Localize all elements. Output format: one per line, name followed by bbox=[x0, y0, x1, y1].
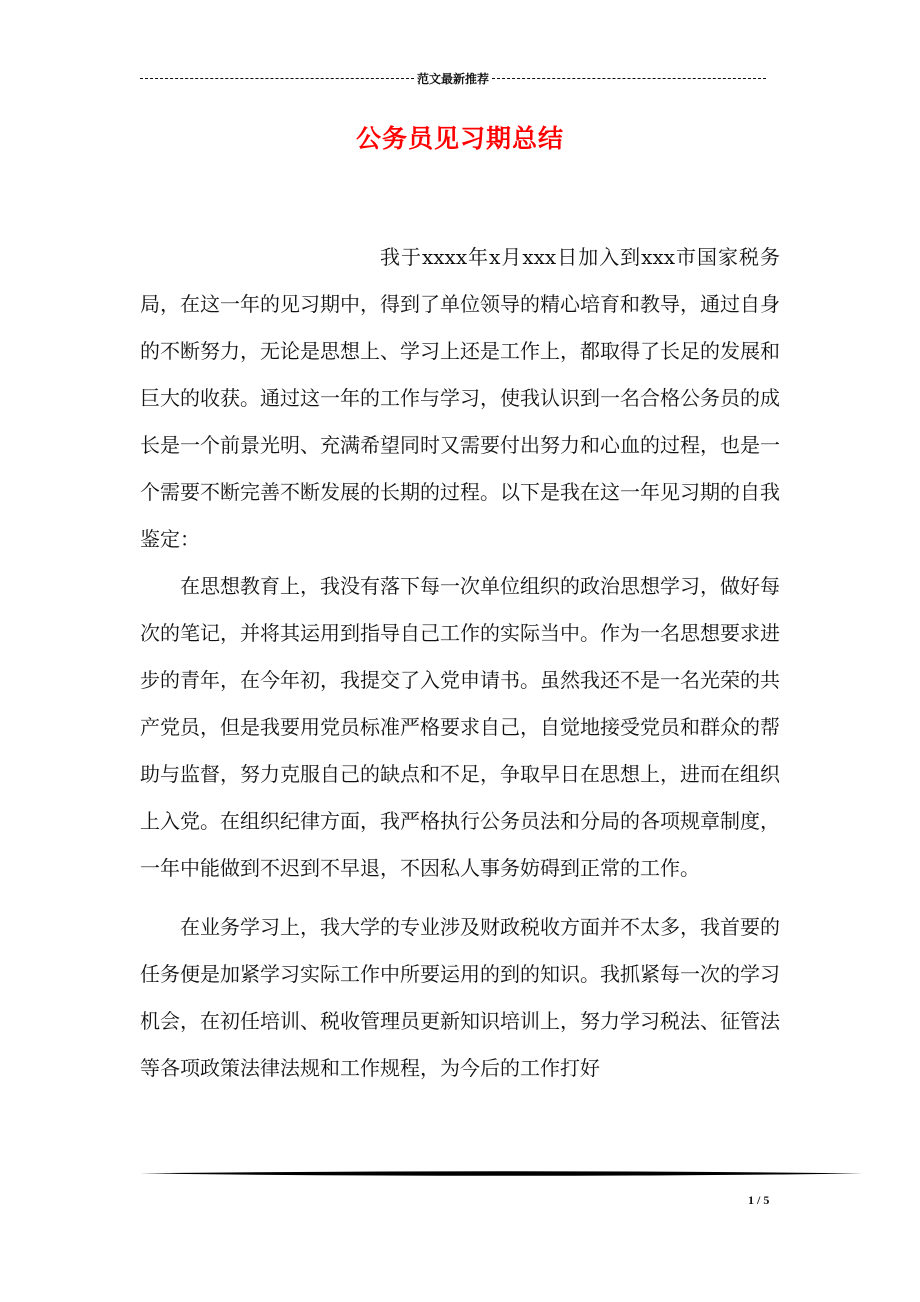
document-title: 公务员见习期总结 bbox=[355, 124, 564, 153]
page-number: 1 / 5 bbox=[748, 1193, 770, 1207]
document-body bbox=[140, 234, 780, 1092]
header-dash-left bbox=[140, 78, 414, 79]
paragraph-1: 我于xxxx年x月xxx日加入到xxx市国家税务局，在这一年的见习期中，得到了单位领导的精心培育和教导，通过自身的不断努力，无论是思想上、学习上还是工作上，都取得了长足的发展和巨大的收获。通过这一年的工作与学习，使我认识到一名合格公务员的成长是一个前景光明、充满希望同时又需要付出努力和心血的过程，也是一个需要不断完善不断发展的长期的过程。以下是我在这一年见习期的自我鉴定： bbox=[140, 245, 780, 551]
running-header bbox=[140, 68, 766, 88]
paragraph-3: 在业务学习上，我大学的专业涉及财政税收方面并不太多，我首要的任务便是加紧学习实际工作中所要运用的到的知识。我抓紧每一次的学习机会，在初任培训、税收管理员更新知识培训上，努力学习税法、征管法等各项政策法律法规和工作规程，为今后的工作打好 bbox=[140, 915, 780, 1080]
paragraph-2: 在思想教育上，我没有落下每一次单位组织的政治思想学习，做好每次的笔记，并将其运用到指导自己工作的实际当中。作为一名思想要求进步的青年，在今年初，我提交了入党申请书。虽然我还不是一名光荣的共产党员，但是我要用党员标准严格要求自己，自觉地接受党员和群众的帮助与监督，努力克服自己的缺点和不足，争取早日在思想上，进而在组织上入党。在组织纪律方面，我严格执行公务员法和分局的各项规章制度，一年中能做到不迟到不早退，不因私人事务妨碍到正常的工作。 bbox=[140, 574, 780, 880]
header-dash-right bbox=[492, 78, 766, 79]
header-label: 范文最新推荐 bbox=[417, 71, 490, 86]
footer-rule bbox=[140, 1169, 863, 1178]
